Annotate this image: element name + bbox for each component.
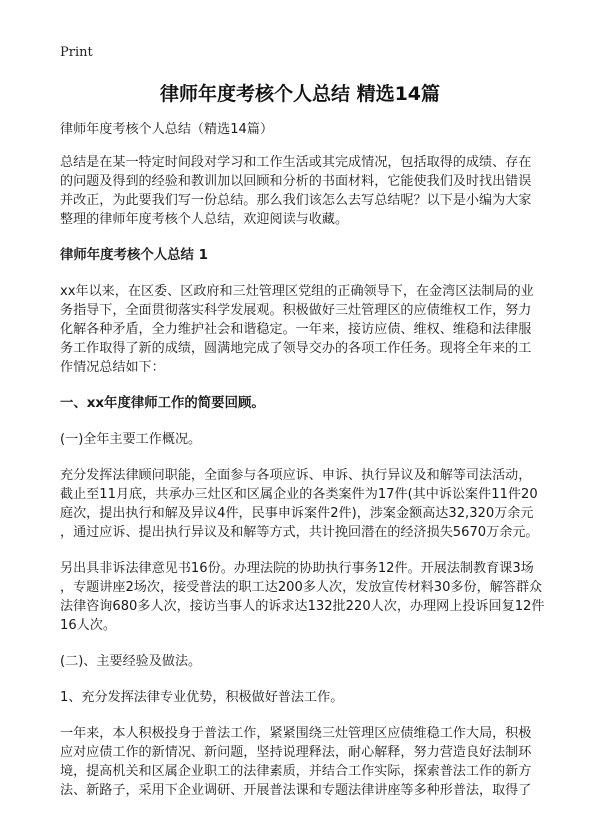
text-line: 务指导下，全面贯彻落实科学发展观。积极做好三灶管理区的应债维权工作，努力 xyxy=(60,303,532,318)
text-line: 充分发挥法律顾问职能，全面参与各项应诉、申诉、执行异议及和解等司法活动， xyxy=(60,468,532,483)
document-body xyxy=(60,120,556,800)
text-line: 16人次。 xyxy=(60,618,116,633)
text-line: 总结是在某一特定时间段对学习和工作生活或其完成情况，包括取得的成绩、存在 xyxy=(60,155,532,170)
text-line: 截止至11月底，共承办三灶区和区属企业的各类案件为17件(其中诉讼案件11件20 xyxy=(60,487,538,502)
text-line: 一年来，本人积极投身于普法工作，紧紧围绕三灶管理区应债维稳工作大局，积极 xyxy=(60,726,532,741)
text-line: 庭次，提出执行和解及异议4件，民事申诉案件2件)，涉案金额高达32,320万余元 xyxy=(60,506,534,521)
sub-heading xyxy=(60,430,556,449)
document-subtitle xyxy=(60,120,556,139)
heading-one: 一、xx年度律师工作的简要回顾。 xyxy=(60,396,265,411)
text-line: 的问题及得到的经验和教训加以回顾和分析的书面材料，它能使我们及时找出错误 xyxy=(60,174,532,189)
text-line: 另出具非诉法律意见书16份。办理法院的协助执行事务12件。开展法制教育课3场 xyxy=(60,561,534,576)
text-line: 法、新路子，采用下企业调研、开展普法课和专题法律讲座等多种形普法，取得了 xyxy=(60,783,532,798)
document-title: 律师年度考核个人总结 精选14篇 xyxy=(159,83,441,105)
work-paragraph xyxy=(60,466,556,542)
text-line: 作情况总结如下： xyxy=(60,360,165,375)
intro-paragraph xyxy=(60,153,556,229)
text-line: 法律咨询680多人次，接访当事人的诉求达132批220人次，办理网上投诉回复12件 xyxy=(60,599,545,614)
text-line: ，专题讲座2场次，接受普法的职工达200多人次，发放宣传材料30多份，解答群众 xyxy=(60,580,543,595)
text-line: 境，提高机关和区属企业职工的法律素质，并结合工作实际，探索普法工作的新方 xyxy=(60,764,532,779)
print-label: Print xyxy=(60,45,93,60)
text-line: 1、充分发挥法律专业优势，积极做好普法工作。 xyxy=(60,690,344,705)
text-line: 应对应债工作的新情况、新问题，坚持说理释法，耐心解释，努力营造良好法制环 xyxy=(60,745,532,760)
point-item xyxy=(60,688,556,707)
text-line: (一)全年主要工作概况。 xyxy=(60,432,202,447)
work-paragraph xyxy=(60,559,556,635)
text-line: 并改正，为此要我们写一份总结。那么我们该怎么去写总结呢？以下是小编为大家 xyxy=(60,193,532,208)
text-line: 律师年度考核个人总结（精选14篇） xyxy=(60,122,274,137)
text-line: 整理的律师年度考核个人总结，欢迎阅读与收藏。 xyxy=(60,212,349,227)
section-heading: 律师年度考核个人总结 1 xyxy=(60,248,208,263)
sub-heading xyxy=(60,652,556,671)
text-line: (二)、主要经验及做法。 xyxy=(60,654,202,669)
text-line: 化解各种矛盾，全力维护社会和谐稳定。一年来，接访应债、维权、维稳和法律服 xyxy=(60,322,532,337)
text-line: xx年以来，在区委、区政府和三灶管理区党组的正确领导下，在金湾区法制局的业 xyxy=(60,284,534,299)
work-paragraph xyxy=(60,724,556,800)
section-paragraph xyxy=(60,282,556,377)
text-line: 务工作取得了新的成绩，圆满地完成了领导交办的各项工作任务。现将全年来的工 xyxy=(60,341,532,356)
text-line: ，通过应诉、提出执行异议及和解等方式，共计挽回潜在的经济损失5670万余元。 xyxy=(60,525,539,540)
